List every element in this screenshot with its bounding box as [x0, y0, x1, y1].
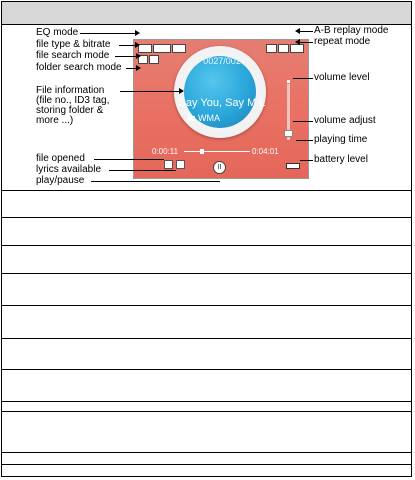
label-file-opened: file opened — [36, 153, 85, 164]
label-play-pause: play/pause — [36, 175, 85, 186]
label-playing-time: playing time — [314, 134, 368, 145]
folder-icon — [188, 116, 195, 121]
leader-volume-level — [293, 78, 313, 79]
label-lyrics-available: lyrics available — [36, 164, 102, 175]
leader-playing-time — [296, 140, 313, 141]
leader-battery — [300, 160, 313, 161]
arrow-file-search — [136, 53, 141, 59]
player-diagram — [2, 24, 411, 190]
leader-eq — [80, 33, 136, 34]
progress-knob[interactable] — [200, 149, 204, 154]
label-repeat-mode: repeat mode — [314, 36, 371, 47]
mode-icon — [290, 44, 304, 53]
play-pause-icon[interactable]: II — [213, 161, 226, 174]
leader-filetype — [119, 45, 135, 46]
time-total: 0:04:01 — [252, 147, 279, 156]
leader-ab — [299, 31, 313, 32]
row-divider — [2, 464, 411, 465]
leader-repeat — [299, 42, 313, 43]
leader-volume-adjust — [293, 121, 313, 122]
progress-track — [184, 151, 250, 152]
status-bar-left — [138, 44, 186, 53]
label-ab-replay-mode: A-B replay mode — [314, 25, 389, 36]
file-type-icon — [153, 44, 171, 53]
label-battery-level: battery level — [314, 154, 368, 165]
file-type: WMA — [188, 113, 220, 123]
file-opened-icon — [164, 160, 173, 169]
row-divider — [2, 401, 411, 402]
row-divider — [2, 217, 411, 218]
row-divider — [2, 190, 411, 191]
row-divider — [2, 245, 411, 246]
table-header-row — [2, 2, 411, 25]
label-file-information: File information (file no., ID3 tag, storing folder & more ...) — [36, 85, 110, 126]
row-divider — [2, 411, 411, 412]
label-file-search-mode: file search mode — [36, 50, 110, 61]
label-volume-level: volume level — [314, 72, 370, 83]
row-divider — [2, 305, 411, 306]
label-eq-mode: EQ mode — [36, 27, 79, 38]
arrow-filetype — [135, 42, 140, 48]
arrow-repeat — [295, 39, 300, 45]
lyrics-icon — [176, 160, 185, 169]
bitrate-icon — [172, 44, 186, 53]
arrow-eq — [135, 30, 140, 36]
song-title: Say You, Say M L — [178, 97, 266, 109]
ab-replay-icon — [266, 44, 277, 53]
row-divider — [2, 273, 411, 274]
row-divider — [2, 338, 411, 339]
status-bar-right — [266, 44, 304, 53]
volume-top-tick — [287, 80, 290, 83]
repeat-icon — [278, 44, 289, 53]
player-screen — [133, 39, 309, 179]
leader-lyrics — [109, 170, 176, 171]
leader-file-search — [115, 56, 136, 57]
row-divider — [2, 369, 411, 370]
battery-icon — [286, 163, 300, 169]
manual-table — [1, 1, 412, 477]
arrow-file-info — [179, 88, 184, 94]
arrow-folder-search — [136, 65, 141, 71]
file-number: 0027/002 — [203, 56, 241, 66]
volume-slider-knob[interactable] — [284, 130, 293, 137]
time-elapsed: 0:00:11 — [152, 147, 179, 156]
leader-play-pause — [91, 181, 220, 182]
row-divider — [2, 452, 411, 453]
eq-mode-icon — [138, 44, 152, 53]
leader-file-opened — [94, 159, 164, 160]
label-folder-search-mode: folder search mode — [36, 62, 122, 73]
label-volume-adjust: volume adjust — [314, 115, 376, 126]
label-file-type-bitrate: file type & bitrate — [36, 39, 111, 50]
leader-file-info — [120, 91, 180, 92]
arrow-ab — [295, 28, 300, 34]
leader-folder-search — [126, 68, 136, 69]
